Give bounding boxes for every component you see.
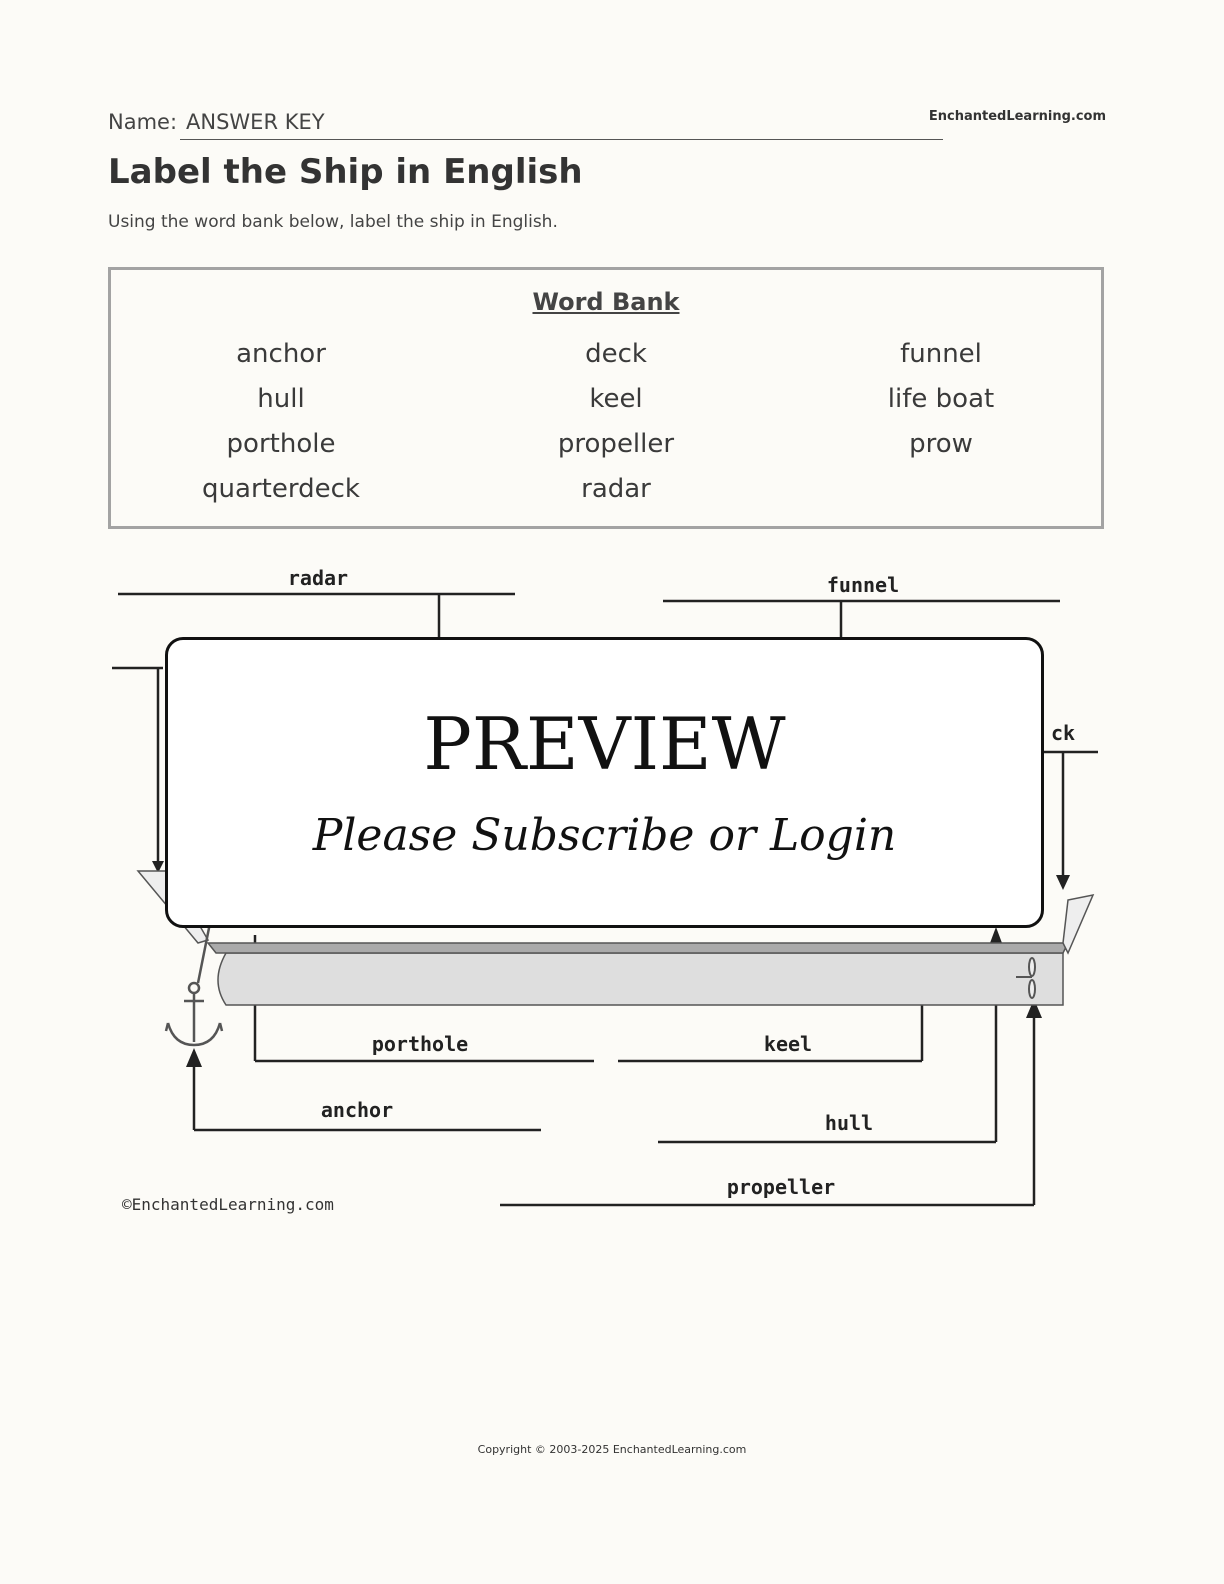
diagram-label-porthole: porthole bbox=[371, 1032, 469, 1056]
word-bank-word: anchor bbox=[236, 339, 326, 369]
preview-title: PREVIEW bbox=[423, 702, 786, 786]
diagram-label-anchor: anchor bbox=[320, 1098, 394, 1122]
diagram-label-propeller: propeller bbox=[726, 1175, 836, 1199]
diagram-copyright: ©EnchantedLearning.com bbox=[122, 1195, 334, 1214]
word-bank-word: prow bbox=[909, 429, 973, 459]
diagram-label-deck: ck bbox=[1050, 721, 1076, 745]
diagram-label-radar: radar bbox=[287, 566, 349, 590]
site-logo-text: EnchantedLearning.com bbox=[928, 109, 1106, 124]
name-label: Name: bbox=[108, 110, 178, 134]
name-field-line bbox=[180, 139, 943, 140]
instructions: Using the word bank below, label the ship in English. bbox=[108, 212, 558, 232]
diagram-label-funnel: funnel bbox=[826, 573, 900, 597]
name-row bbox=[108, 108, 943, 140]
word-bank-word: funnel bbox=[900, 339, 982, 369]
preview-subtitle: Please Subscribe or Login bbox=[312, 810, 897, 861]
name-value: ANSWER KEY bbox=[186, 110, 325, 134]
footer-copyright: Copyright © 2003-2025 EnchantedLearning.com bbox=[477, 1443, 747, 1456]
diagram-label-hull: hull bbox=[824, 1111, 874, 1135]
word-bank-word: hull bbox=[257, 384, 305, 414]
word-bank-word: keel bbox=[589, 384, 643, 414]
word-bank-word: propeller bbox=[557, 429, 675, 459]
word-bank-word: radar bbox=[581, 474, 651, 504]
page-title: Label the Ship in English bbox=[108, 152, 583, 192]
word-bank bbox=[108, 267, 1104, 529]
word-bank-title: Word Bank bbox=[532, 288, 680, 316]
word-bank-word: quarterdeck bbox=[202, 474, 360, 504]
word-bank-grid bbox=[111, 332, 1101, 512]
word-bank-word: life boat bbox=[887, 384, 995, 414]
diagram-label-keel: keel bbox=[763, 1032, 813, 1056]
word-bank-word: deck bbox=[585, 339, 647, 369]
word-bank-word: porthole bbox=[226, 429, 336, 459]
preview-overlay[interactable] bbox=[165, 637, 1044, 928]
